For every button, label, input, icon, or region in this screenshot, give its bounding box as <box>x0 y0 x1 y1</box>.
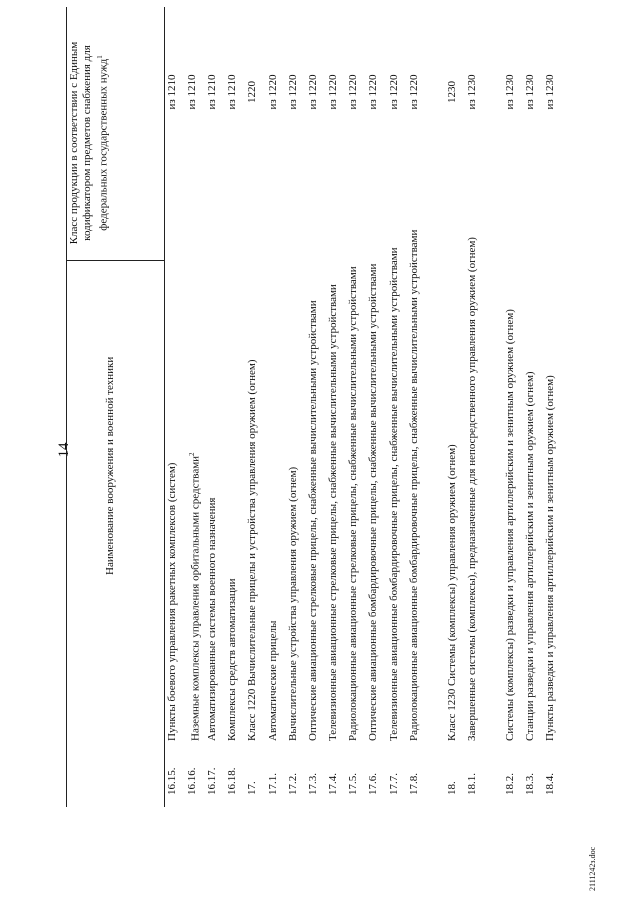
class-column-header-text: Класс продукции в соответствии с Единым кодификатором предметов снабжения для федеральных государственных нужд <box>68 41 110 245</box>
class-column-header <box>68 33 111 253</box>
page-number: 14 <box>56 442 72 458</box>
row-name <box>186 161 203 741</box>
row-name-text: Класс 1230 Системы (комплексы) управления оружием (огнем) <box>446 444 458 741</box>
row-class-code: из 1210 <box>186 74 198 110</box>
name-column-header: Наименование вооружения и военной техники <box>104 356 116 575</box>
row-name <box>246 161 259 741</box>
row-name <box>544 161 557 741</box>
row-number: 17.2. <box>287 773 299 795</box>
row-name-text: Радиолокационные авиационные бомбардировочные прицелы, снабженные вычислительными устройствами <box>408 229 420 741</box>
row-number: 16.15. <box>166 767 178 795</box>
row-class-code: 1230 <box>446 81 458 103</box>
row-number: 17.4. <box>327 773 339 795</box>
row-class-code: из 1230 <box>524 74 536 110</box>
row-name <box>327 161 340 741</box>
row-name-text: Станции разведки и управления артиллерийским и зенитным оружием (огнем) <box>524 371 536 741</box>
row-name-text: Пункты боевого управления ракетных комплексов (систем) <box>166 462 178 741</box>
row-name <box>166 161 179 741</box>
row-number: 18.3. <box>524 773 536 795</box>
row-name <box>466 161 479 741</box>
header-column-divider <box>66 260 164 261</box>
row-class-code: из 1230 <box>504 74 516 110</box>
row-name <box>287 161 300 741</box>
row-name-text: Оптические авиационные бомбардировочные прицелы, снабженные вычислительными устройствами <box>367 263 379 741</box>
row-class-code: из 1210 <box>166 74 178 110</box>
row-name <box>206 161 219 741</box>
row-class-code: из 1220 <box>388 74 400 110</box>
row-name-text: Автоматические прицелы <box>267 620 279 741</box>
row-class-code: из 1210 <box>226 74 238 110</box>
row-class-code: из 1220 <box>347 74 359 110</box>
header-bottom-rule <box>164 7 165 807</box>
row-number: 16.16. <box>186 767 198 795</box>
row-number: 18.1. <box>466 773 478 795</box>
row-number: 16.17. <box>206 767 218 795</box>
row-name <box>524 161 537 741</box>
row-class-code: из 1220 <box>267 74 279 110</box>
row-name-text: Завершенные системы (комплексы), предназначенные для непосредственного управления оружием (огнем) <box>466 237 478 741</box>
row-class-code: 1220 <box>246 81 258 103</box>
row-number: 18.2. <box>504 773 516 795</box>
row-name-text: Системы (комплексы) разведки и управления артиллерийским и зенитным оружием (огнем) <box>504 309 516 741</box>
row-number: 17.6. <box>367 773 379 795</box>
row-name <box>347 161 360 741</box>
row-name-text: Радиолокационные авиационные стрелковые прицелы, снабженные вычислительными устройствами <box>347 266 359 741</box>
row-class-code: из 1220 <box>327 74 339 110</box>
row-name <box>388 161 401 741</box>
row-name-text: Пункты разведки и управления артиллерийским и зенитным оружием (огнем) <box>544 375 556 741</box>
row-number: 17.1. <box>267 773 279 795</box>
row-name <box>408 161 421 741</box>
row-class-code: из 1220 <box>367 74 379 110</box>
row-class-code: из 1210 <box>206 74 218 110</box>
row-footnote: 2 <box>188 452 196 456</box>
row-name-text: Оптические авиационные стрелковые прицелы, снабженные вычислительными устройствами <box>307 300 319 741</box>
row-name-text: Комплексы средств автоматизации <box>226 578 238 741</box>
row-class-code: из 1220 <box>287 74 299 110</box>
row-class-code: из 1220 <box>408 74 420 110</box>
row-name-text: Вычислительные устройства управления оружием (огнем) <box>287 466 299 741</box>
row-number: 17.7. <box>388 773 400 795</box>
header-top-rule <box>66 7 67 807</box>
row-name <box>267 161 280 741</box>
row-name-text: Автоматизированные системы военного назначения <box>206 497 218 741</box>
row-name <box>226 161 239 741</box>
row-name <box>367 161 380 741</box>
row-name-text: Телевизионные авиационные стрелковые прицелы, снабженные вычислительными устройствами <box>327 284 339 741</box>
row-number: 18. <box>446 781 458 795</box>
row-name <box>446 161 459 741</box>
row-class-code: из 1220 <box>307 74 319 110</box>
row-name-text: Телевизионные авиационные бомбардировочные прицелы, снабженные вычислительными устройствами <box>388 247 400 741</box>
doc-filename: 2111242з.doc <box>588 846 597 891</box>
row-number: 17.8. <box>408 773 420 795</box>
row-number: 17.3. <box>307 773 319 795</box>
class-column-footnote: 1 <box>96 55 104 59</box>
row-name <box>307 161 320 741</box>
row-name-text: Наземные комплексы управления орбитальными средствами <box>189 455 202 741</box>
row-name-text: Класс 1220 Вычислительные прицелы и устройства управления оружием (огнем) <box>246 359 258 741</box>
row-class-code: из 1230 <box>544 74 556 110</box>
row-number: 17.5. <box>347 773 359 795</box>
row-number: 16.18. <box>226 767 238 795</box>
row-number: 18.4. <box>544 773 556 795</box>
row-class-code: из 1230 <box>466 74 478 110</box>
row-name <box>504 161 517 741</box>
row-number: 17. <box>246 781 258 795</box>
